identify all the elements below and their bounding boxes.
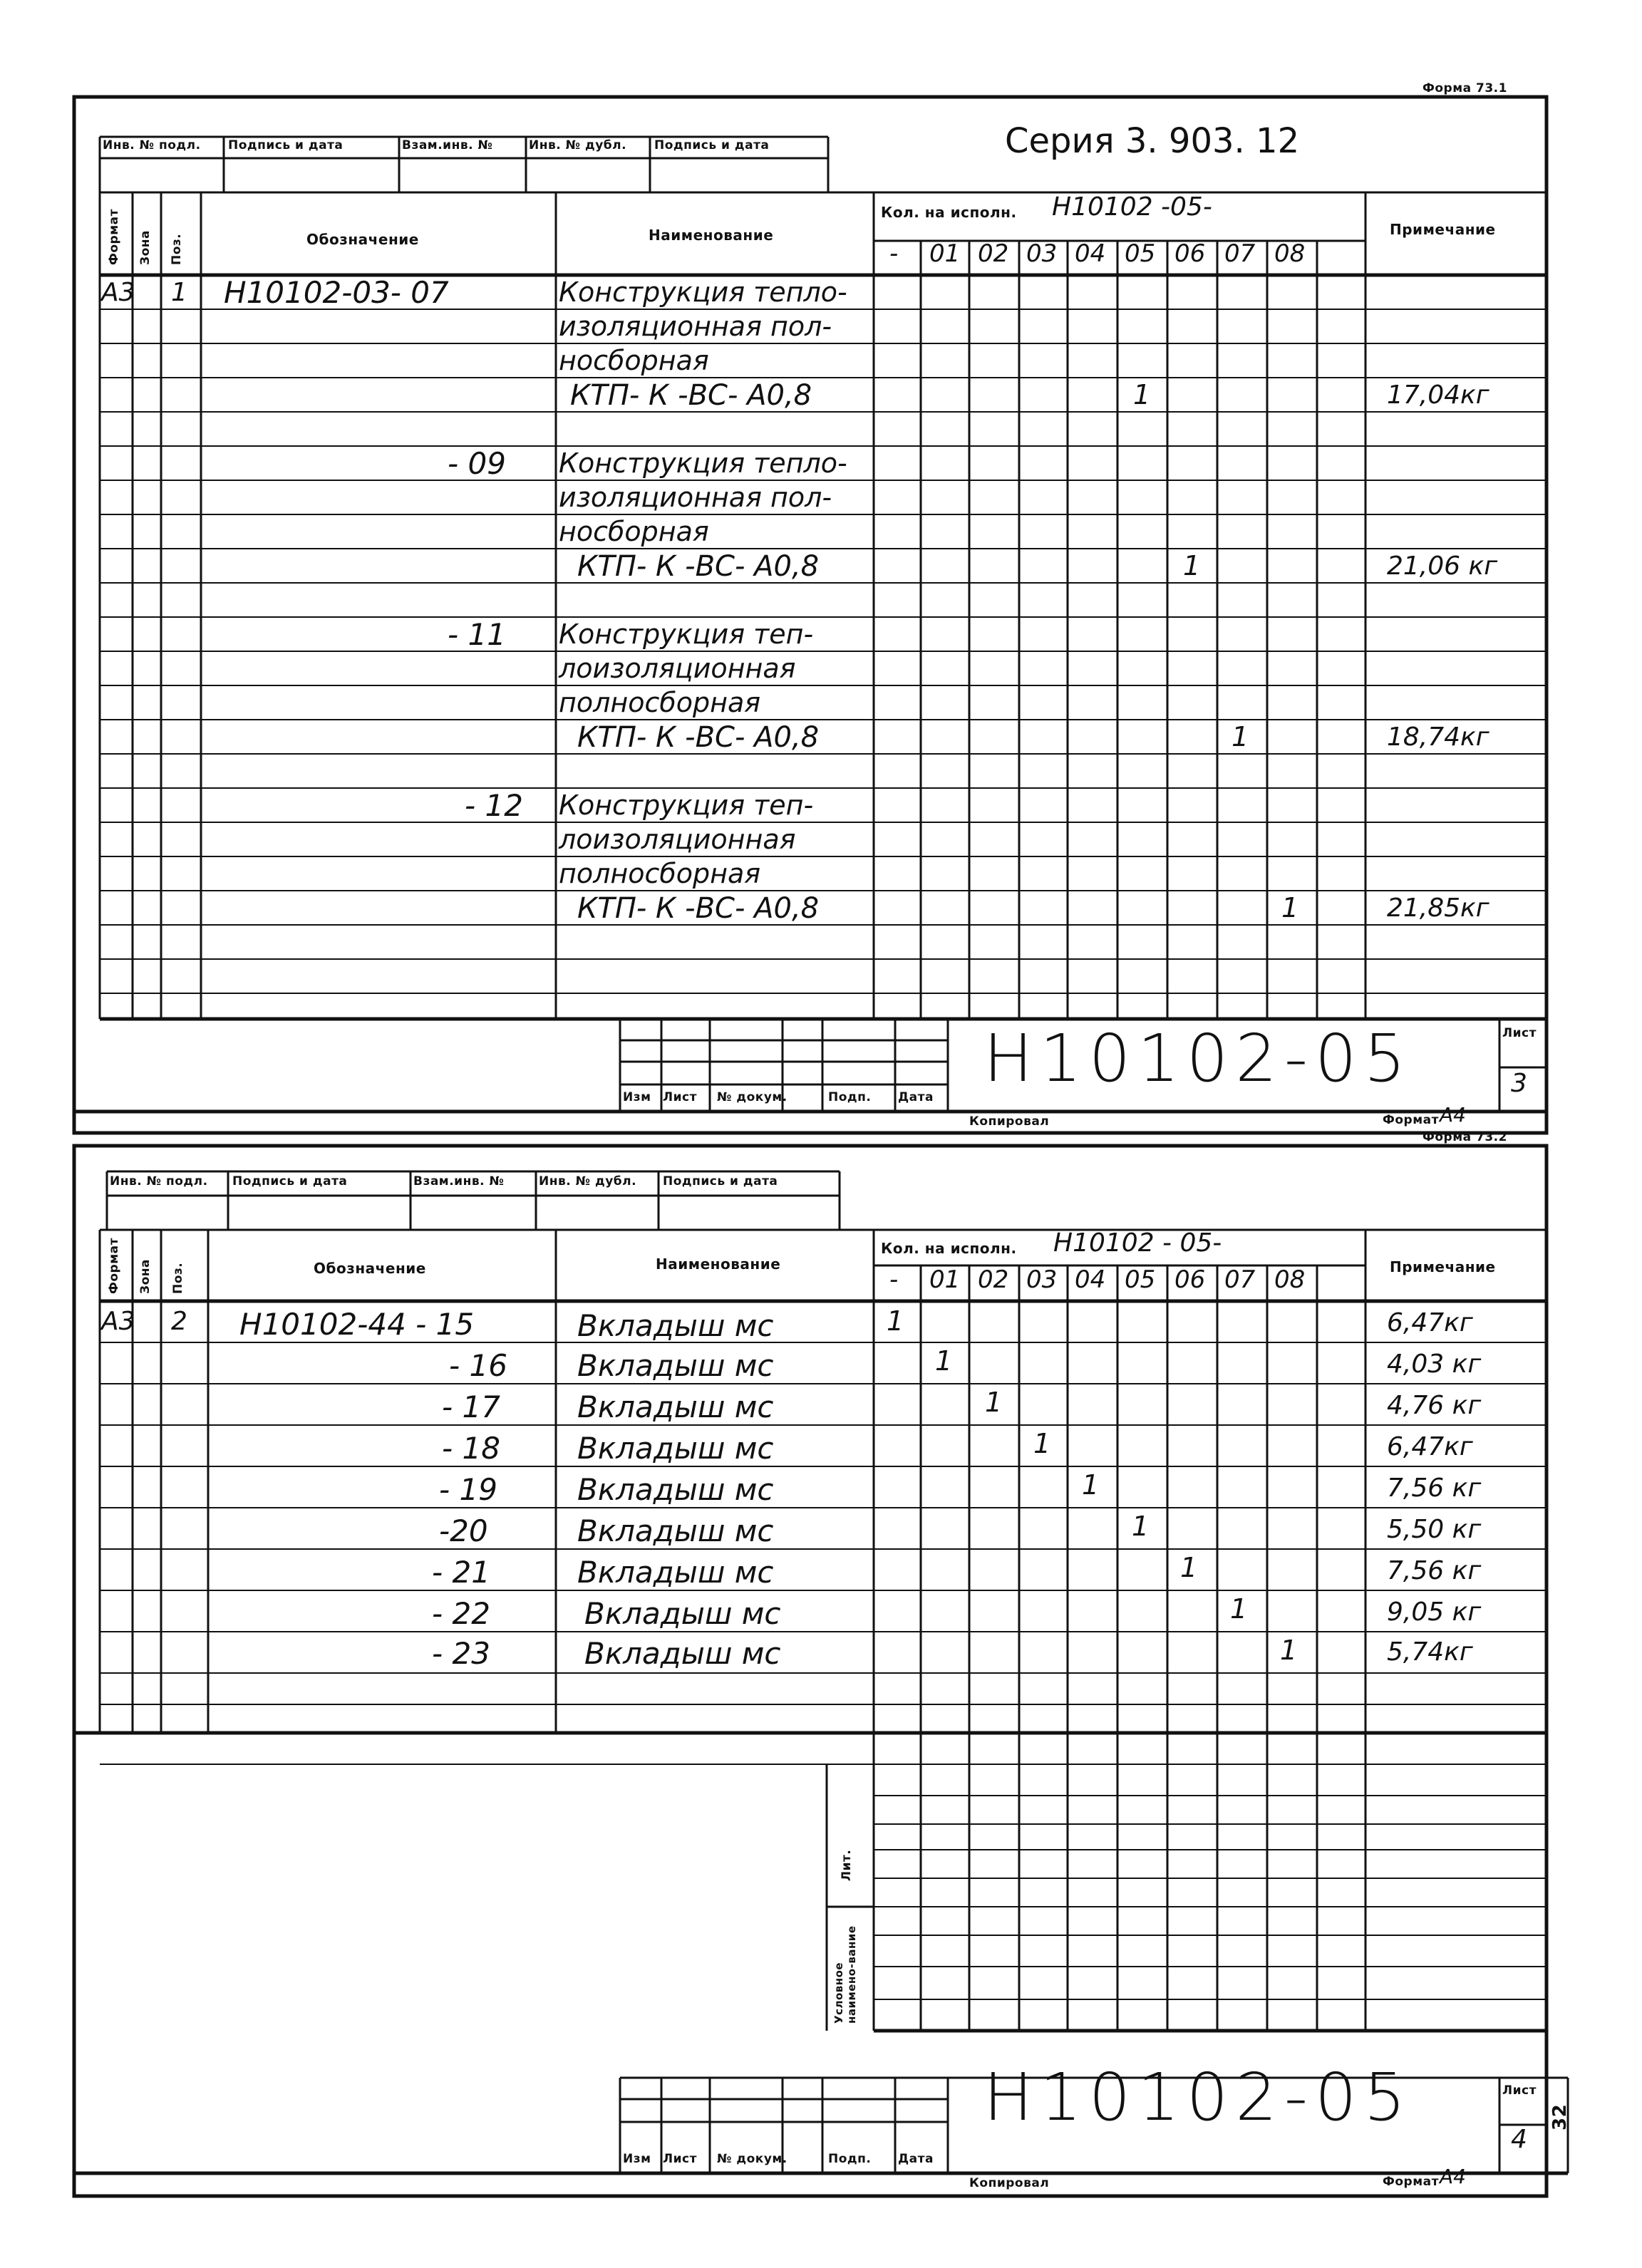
cell-format: А3 <box>101 278 135 307</box>
cell-name: Вкладыш мс <box>577 1308 774 1343</box>
cell-pos: 1 <box>171 278 187 307</box>
cell-name: носборная <box>559 345 709 376</box>
title-block-label: Лист <box>663 1090 697 1104</box>
cell-name: Вкладыш мс <box>584 1596 781 1631</box>
cell-designation: - 21 <box>432 1555 490 1590</box>
sheet-number: 3 <box>1511 1069 1527 1098</box>
cell-designation: - 19 <box>439 1472 497 1507</box>
header-zone: Зона <box>138 230 153 265</box>
cell-mark: 1 <box>1232 721 1249 752</box>
cell-mark: 1 <box>985 1387 1003 1418</box>
cell-mark: 1 <box>935 1345 953 1377</box>
cell-designation: - 12 <box>465 788 523 823</box>
variant-col: 01 <box>929 1265 961 1294</box>
cell-note: 17,04кг <box>1387 380 1489 410</box>
header-qty-label: Кол. на исполн. <box>881 204 1017 221</box>
variant-col: 05 <box>1125 239 1156 268</box>
cell-name: Вкладыш мс <box>577 1472 774 1507</box>
header-pos: Поз. <box>171 1262 185 1294</box>
variant-col: 02 <box>978 239 1009 268</box>
stamp-label: Инв. № подл. <box>110 1174 208 1189</box>
cell-designation: - 18 <box>442 1431 500 1466</box>
variant-col: - <box>889 239 899 268</box>
cell-name: Вкладыш мс <box>577 1389 774 1424</box>
cell-name: КТП- К -ВС- А0,8 <box>577 550 820 583</box>
cell-name: Конструкция тепло- <box>559 276 847 308</box>
header-name: Наименование <box>656 1255 781 1273</box>
variant-col: - <box>889 1265 899 1294</box>
stamp-label: Подпись и дата <box>228 138 344 152</box>
cell-name: Вкладыш мс <box>584 1636 781 1671</box>
title-block-label: № докум. <box>717 1090 788 1104</box>
cell-designation: -20 <box>439 1513 488 1548</box>
title-block-label: Изм <box>623 2152 651 2166</box>
cell-name: Вкладыш мс <box>577 1555 774 1590</box>
title-block-label: Подп. <box>828 2152 872 2166</box>
side-label-conditional-name: Условное наимено-вание <box>832 1925 858 2024</box>
title-block-label: Дата <box>898 2152 934 2166</box>
sheet1-frame <box>74 97 1547 1133</box>
cell-note: 7,56 кг <box>1387 1474 1482 1503</box>
cell-note: 4,03 кг <box>1387 1350 1482 1379</box>
variant-col: 07 <box>1224 1265 1256 1294</box>
stamp-label: Подпись и дата <box>654 138 770 152</box>
header-note: Примечание <box>1390 1258 1496 1275</box>
stamp-label: Подпись и дата <box>232 1174 348 1189</box>
sheet-number: 4 <box>1511 2125 1527 2154</box>
cell-note: 6,47кг <box>1387 1432 1473 1461</box>
sheet-label: Лист <box>1502 2083 1537 2098</box>
variant-col: 08 <box>1274 1265 1306 1294</box>
header-zone: Зона <box>138 1259 153 1294</box>
header-name: Наименование <box>649 227 774 244</box>
cell-designation: - 23 <box>432 1636 490 1671</box>
cell-note: 4,76 кг <box>1387 1391 1482 1420</box>
header-format: Формат <box>107 1238 121 1294</box>
cell-designation: Н10102-44 - 15 <box>239 1307 475 1342</box>
cell-designation: - 17 <box>442 1389 500 1424</box>
variant-col: 01 <box>929 239 961 268</box>
title-block-label: № докум. <box>717 2152 788 2166</box>
cell-mark: 1 <box>1033 1428 1051 1459</box>
cell-name: Вкладыш мс <box>577 1431 774 1466</box>
sheet2-frame <box>74 1146 1547 2196</box>
header-format: Формат <box>107 209 121 265</box>
variant-col: 02 <box>978 1265 1009 1294</box>
cell-designation: - 16 <box>449 1348 507 1383</box>
header-designation: Обозначение <box>314 1260 426 1277</box>
cell-name: носборная <box>559 516 709 547</box>
cell-designation: - 11 <box>448 617 506 652</box>
header-designation: Обозначение <box>306 231 419 248</box>
title-block-label: Подп. <box>828 1090 872 1104</box>
stamp-label: Взам.инв. № <box>413 1174 505 1189</box>
title-block-code: Н10102-05 <box>983 1020 1413 1097</box>
format-label: Формат <box>1383 2175 1439 2189</box>
cell-name: Конструкция теп- <box>559 789 814 821</box>
header-note: Примечание <box>1390 221 1496 238</box>
cell-format: А3 <box>101 1307 135 1336</box>
cell-name: КТП- К -ВС- А0,8 <box>577 892 820 925</box>
variant-col: 06 <box>1174 239 1206 268</box>
cell-name: лоизоляционная <box>559 653 796 684</box>
cell-designation: - 09 <box>448 446 506 481</box>
variant-col: 06 <box>1174 1265 1206 1294</box>
cell-mark: 1 <box>1180 1552 1198 1583</box>
format-value: А4 <box>1440 1103 1466 1127</box>
title-block-label: Дата <box>898 1090 934 1104</box>
cell-note: 18,74кг <box>1387 723 1489 752</box>
cell-name: полносборная <box>559 687 761 718</box>
copied-label: Копировал <box>969 1114 1050 1129</box>
cell-mark: 1 <box>887 1305 904 1337</box>
cell-mark: 1 <box>1281 892 1299 923</box>
series-title: Серия 3. 903. 12 <box>1005 121 1300 161</box>
stamp-label: Инв. № дубл. <box>539 1174 637 1189</box>
copied-label: Копировал <box>969 2176 1050 2190</box>
format-value: А4 <box>1440 2165 1466 2188</box>
title-block-label: Изм <box>623 1090 651 1104</box>
cell-mark: 1 <box>1133 379 1151 410</box>
side-label-lit: Лит. <box>840 1849 854 1881</box>
variant-col: 07 <box>1224 239 1256 268</box>
cell-name: полносборная <box>559 858 761 889</box>
sheet-label: Лист <box>1502 1026 1537 1040</box>
cell-mark: 1 <box>1082 1469 1100 1501</box>
cell-mark: 1 <box>1132 1511 1150 1542</box>
variant-col: 04 <box>1075 1265 1106 1294</box>
variant-col: 03 <box>1026 239 1058 268</box>
stamp-label: Инв. № подл. <box>103 138 201 152</box>
header-qty-label: Кол. на исполн. <box>881 1240 1017 1257</box>
cell-name: изоляционная пол- <box>559 311 832 342</box>
variant-col: 05 <box>1125 1265 1156 1294</box>
cell-name: КТП- К -ВС- А0,8 <box>577 721 820 754</box>
cell-pos: 2 <box>171 1307 187 1336</box>
cell-note: 21,85кг <box>1387 894 1489 923</box>
header-qty-code: Н10102 -05- <box>1052 192 1212 222</box>
cell-name: Конструкция тепло- <box>559 447 847 479</box>
title-block-code: Н10102-05 <box>983 2059 1413 2135</box>
page-number: 32 <box>1549 2103 1571 2130</box>
cell-note: 9,05 кг <box>1387 1598 1482 1627</box>
format-label: Формат <box>1383 1113 1439 1127</box>
variant-col: 08 <box>1274 239 1306 268</box>
stamp-label: Подпись и дата <box>663 1174 778 1189</box>
form-label: Форма 73.1 <box>1422 81 1507 95</box>
cell-note: 5,74кг <box>1387 1637 1473 1667</box>
form-label: Форма 73.2 <box>1422 1130 1507 1144</box>
cell-mark: 1 <box>1280 1635 1298 1666</box>
cell-mark: 1 <box>1183 550 1201 581</box>
cell-name: Конструкция теп- <box>559 618 814 650</box>
cell-name: Вкладыш мс <box>577 1513 774 1548</box>
cell-name: КТП- К -ВС- А0,8 <box>570 379 812 412</box>
variant-col: 03 <box>1026 1265 1058 1294</box>
cell-name: изоляционная пол- <box>559 482 832 513</box>
cell-name: лоизоляционная <box>559 824 796 855</box>
stamp-label: Инв. № дубл. <box>529 138 627 152</box>
title-block-label: Лист <box>663 2152 697 2166</box>
cell-note: 7,56 кг <box>1387 1556 1482 1585</box>
cell-mark: 1 <box>1230 1593 1248 1625</box>
stamp-label: Взам.инв. № <box>402 138 493 152</box>
variant-col: 04 <box>1075 239 1106 268</box>
header-qty-code: Н10102 - 05- <box>1053 1228 1222 1258</box>
cell-designation: - 22 <box>432 1596 490 1631</box>
cell-note: 6,47кг <box>1387 1308 1473 1337</box>
cell-designation: Н10102-03- 07 <box>224 275 449 310</box>
cell-note: 5,50 кг <box>1387 1515 1482 1544</box>
cell-note: 21,06 кг <box>1387 552 1498 581</box>
header-pos: Поз. <box>170 233 184 265</box>
cell-name: Вкладыш мс <box>577 1348 774 1383</box>
